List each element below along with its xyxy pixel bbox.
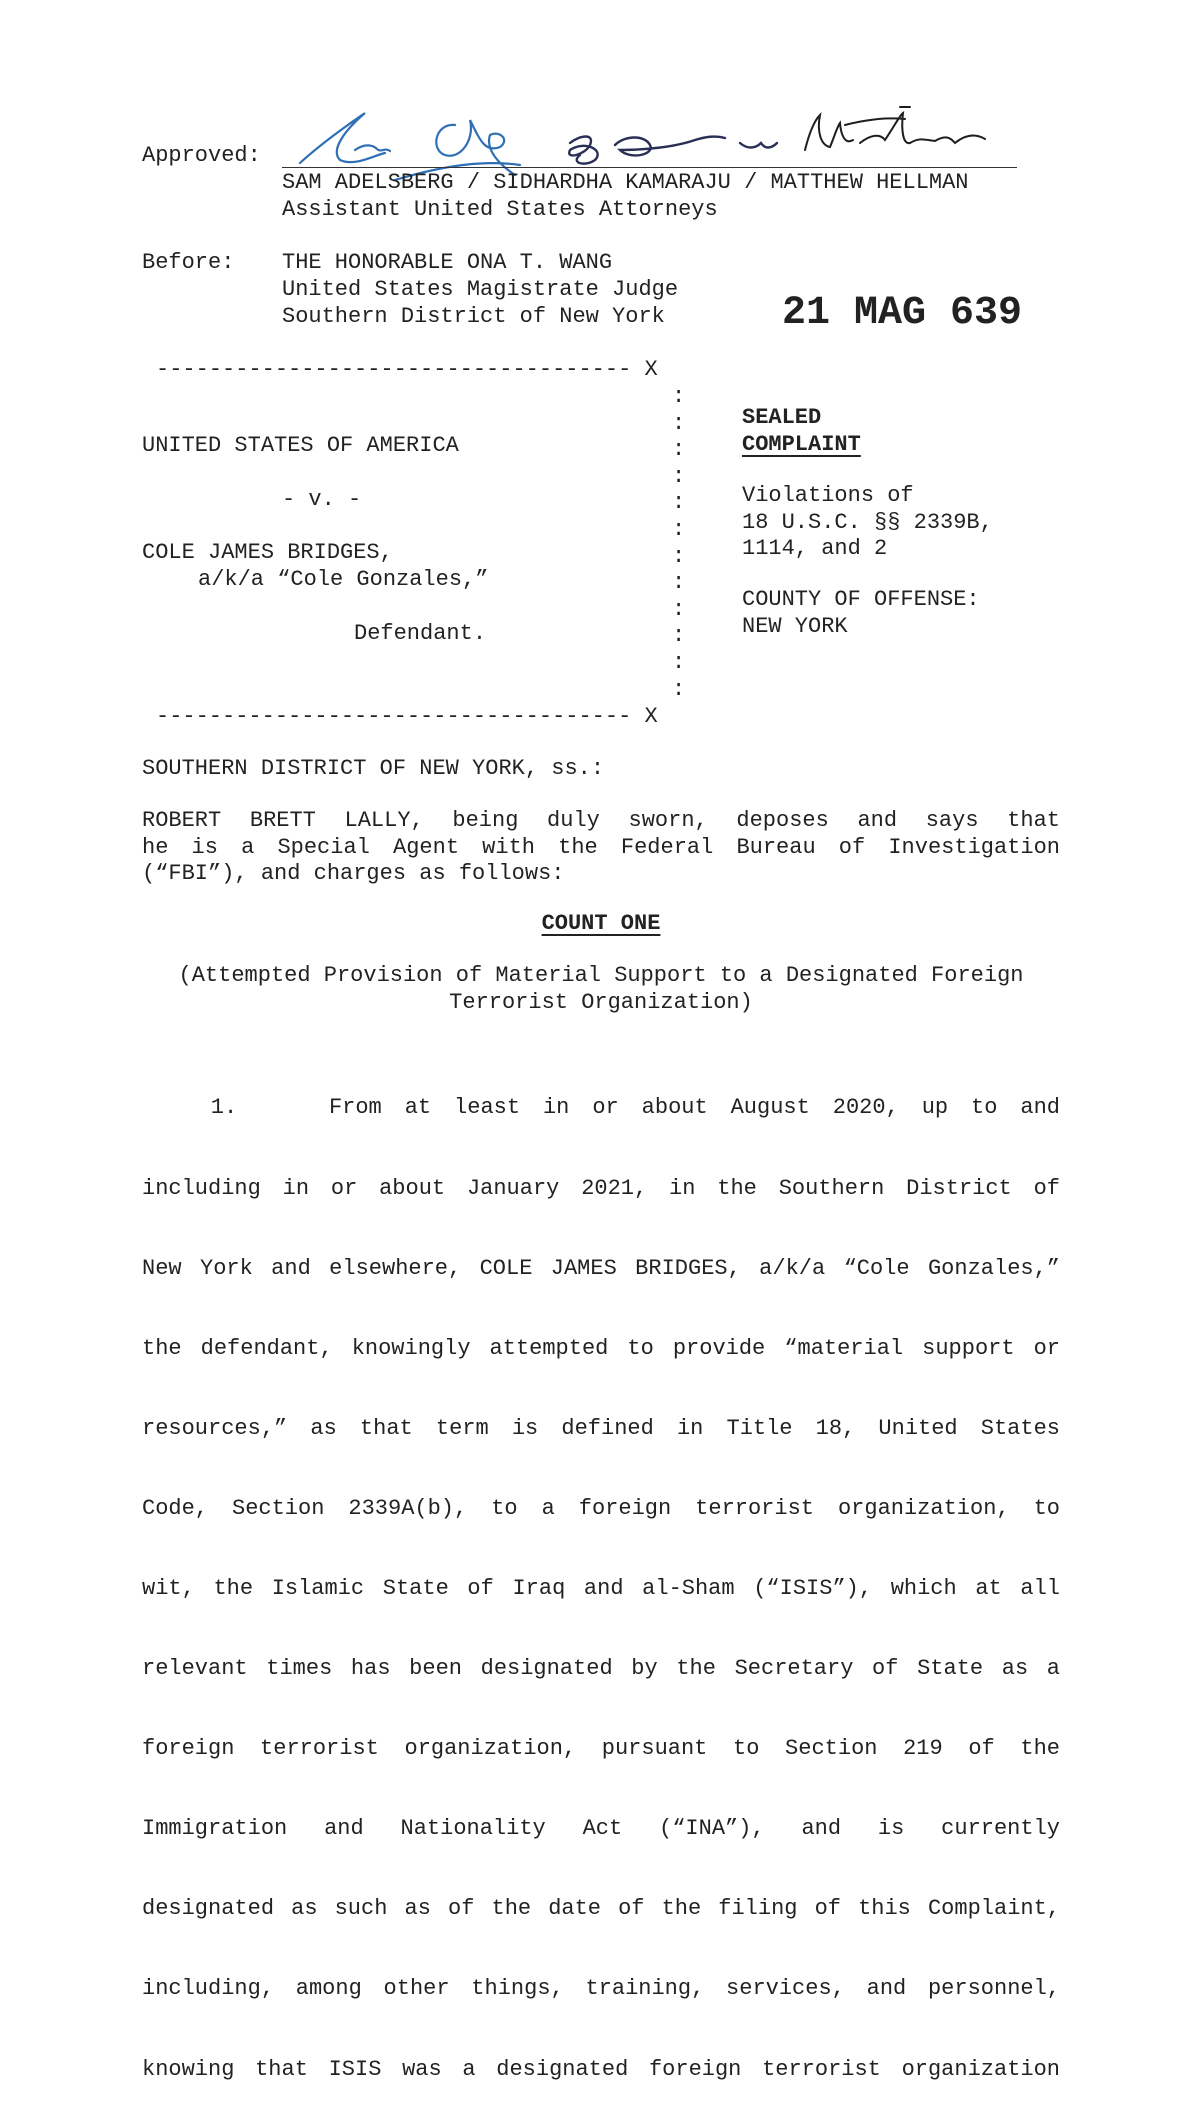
caption-colon: : bbox=[672, 411, 686, 436]
caption-colon: : bbox=[672, 677, 686, 702]
caption-colon: : bbox=[672, 437, 686, 462]
text-line: wit, the Islamic State of Iraq and al-Sham (“ISIS”), which at all bbox=[142, 1575, 1060, 1601]
judge-title: United States Magistrate Judge bbox=[282, 277, 679, 302]
caption-colon: : bbox=[672, 464, 686, 489]
intro-paragraph bbox=[142, 808, 1060, 888]
count-title bbox=[142, 910, 1060, 937]
signature-line bbox=[282, 167, 1017, 168]
text-line: the defendant, knowingly attempted to provide “material support or bbox=[142, 1335, 1060, 1361]
count-title-text: COUNT ONE bbox=[541, 911, 661, 936]
case-number-stamp: 21 MAG 639 bbox=[782, 291, 1023, 336]
text-line: including, among other things, training, services, and personnel, bbox=[142, 1976, 1060, 2002]
text-line: ROBERT BRETT LALLY, being duly sworn, deposes and says that bbox=[142, 808, 1060, 833]
text-line: Immigration and Nationality Act (“INA”), and is currently bbox=[142, 1816, 1060, 1842]
text-line: he is a Special Agent with the Federal Bureau of Investigation bbox=[142, 834, 1060, 860]
before-label: Before: bbox=[142, 250, 235, 275]
text-line: resources,” as that term is defined in Title 18, United States bbox=[142, 1415, 1060, 1441]
sealed-label: SEALED bbox=[742, 405, 822, 430]
text-line: foreign terrorist organization, pursuant to Section 219 of the bbox=[142, 1736, 1060, 1762]
text-line: including in or about January 2021, in the Southern District of bbox=[142, 1175, 1060, 1201]
plaintiff-name: UNITED STATES OF AMERICA bbox=[142, 433, 459, 458]
text-line: New York and elsewhere, COLE JAMES BRIDGES, a/k/a “Cole Gonzales,” bbox=[142, 1255, 1060, 1281]
caption-colon: : bbox=[672, 650, 686, 675]
caption-colon: : bbox=[672, 517, 686, 542]
judge-district: Southern District of New York bbox=[282, 304, 665, 329]
violations-line-1: Violations of bbox=[742, 483, 914, 508]
caption-colon: : bbox=[672, 384, 686, 409]
count-subtitle-line-1: (Attempted Provision of Material Support to a Designated Foreign bbox=[178, 963, 1024, 988]
text-line: knowing that ISIS was a designated foreign terrorist organization bbox=[142, 2056, 1060, 2082]
text-line: relevant times has been designated by the Secretary of State as a bbox=[142, 1656, 1060, 1682]
violations-line-3: 1114, and 2 bbox=[742, 536, 888, 561]
paragraph-1 bbox=[142, 1042, 1060, 2110]
caption-top-rule: ------------------------------------ X bbox=[156, 357, 658, 382]
judge-name: THE HONORABLE ONA T. WANG bbox=[282, 250, 613, 275]
text-line: designated as such as of the date of the filing of this Complaint, bbox=[142, 1896, 1060, 1922]
attorney-title: Assistant United States Attorneys bbox=[282, 197, 718, 222]
defendant-label: Defendant. bbox=[354, 621, 487, 646]
versus: - v. - bbox=[282, 487, 362, 512]
defendant-aka: a/k/a “Cole Gonzales,” bbox=[198, 567, 489, 592]
venue: SOUTHERN DISTRICT OF NEW YORK, ss.: bbox=[142, 756, 605, 781]
count-subtitle-line-2: Terrorist Organization) bbox=[449, 990, 753, 1015]
text-line: (“FBI”), and charges as follows: bbox=[142, 861, 565, 887]
complaint-label: COMPLAINT bbox=[742, 432, 861, 457]
approved-label: Approved: bbox=[142, 143, 261, 168]
caption-colon: : bbox=[672, 490, 686, 515]
county-value: NEW YORK bbox=[742, 614, 848, 639]
text-line: 1. From at least in or about August 2020, up to and bbox=[142, 1095, 1060, 1121]
county-label: COUNTY OF OFFENSE: bbox=[742, 587, 980, 612]
violations-line-2: 18 U.S.C. §§ 2339B, bbox=[742, 510, 993, 535]
caption-colon: : bbox=[672, 597, 686, 622]
defendant-name: COLE JAMES BRIDGES, bbox=[142, 540, 393, 565]
caption-colon: : bbox=[672, 544, 686, 569]
caption-colon: : bbox=[672, 623, 686, 648]
caption-colon: : bbox=[672, 570, 686, 595]
text-line: Code, Section 2339A(b), to a foreign terrorist organization, to bbox=[142, 1495, 1060, 1521]
attorney-names: SAM ADELSBERG / SIDHARDHA KAMARAJU / MATTHEW HELLMAN bbox=[282, 170, 969, 195]
caption-bottom-rule: ------------------------------------ X bbox=[156, 704, 658, 729]
